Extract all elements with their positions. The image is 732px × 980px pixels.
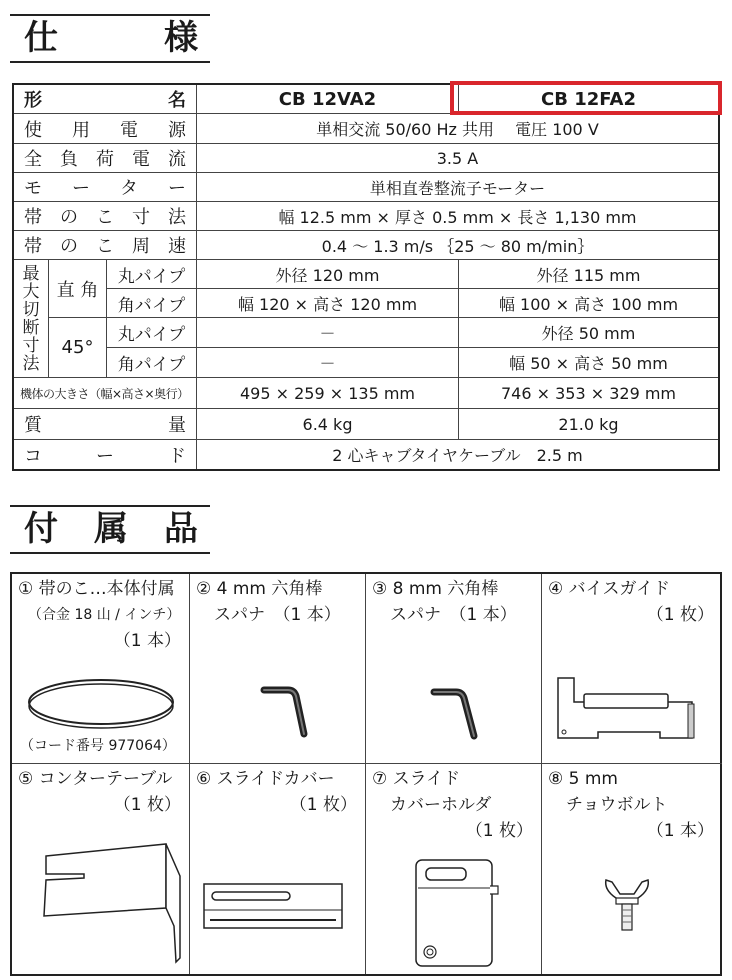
item-detail: スパナ （1 本） <box>390 605 517 625</box>
label-char: の <box>60 236 78 257</box>
deg45-round-value-2: 外径 50 mm <box>459 318 718 348</box>
max-cut-group-label <box>14 260 49 378</box>
weight-value-1: 6.4 kg <box>197 409 459 440</box>
deg45-square-value-1: － <box>197 348 459 378</box>
item-name: ③ 8 mm 六角棒 <box>372 579 499 599</box>
slide-cover-icon <box>202 882 352 932</box>
label-char: 名 <box>168 90 186 111</box>
item-detail: スパナ （1 本） <box>214 605 341 625</box>
label-char: ド <box>168 445 186 467</box>
label-char: 負 <box>60 149 78 170</box>
weight-value-2: 21.0 kg <box>459 409 718 440</box>
hex-wrench-icon <box>260 684 310 744</box>
label-char: 大 <box>22 281 40 302</box>
spec-table <box>12 83 720 471</box>
label-char: 源 <box>168 119 186 141</box>
label-char: 形 <box>24 90 42 111</box>
label-char: 速 <box>168 236 186 257</box>
label-char: 最 <box>22 263 40 284</box>
deg45-round-value-1: － <box>197 318 459 348</box>
round-pipe-label: 丸パイプ <box>107 260 197 289</box>
item-detail: （合金 18 山 / インチ） <box>28 607 181 623</box>
item-name: ⑧ 5 mm <box>548 769 618 789</box>
wing-bolt-icon <box>602 876 652 936</box>
label-char: 質 <box>24 415 42 436</box>
right-round-value-2: 外径 115 mm <box>459 260 718 289</box>
accessory-item-1 <box>12 574 190 764</box>
item-qty: （1 本） <box>113 631 181 651</box>
header-label-model <box>14 85 197 114</box>
accessory-item-7 <box>366 764 542 974</box>
title-char: 品 <box>164 509 198 549</box>
label-char: の <box>60 207 78 228</box>
model-1-header: CB 12VA2 <box>197 85 459 114</box>
item-qty: （1 枚） <box>465 821 533 841</box>
item-name: ⑦ スライド <box>372 769 461 789</box>
label-char: 流 <box>168 149 186 170</box>
label-char: 全 <box>24 149 42 170</box>
item-name: ② 4 mm 六角棒 <box>196 579 323 599</box>
current-value: 3.5 A <box>197 144 718 173</box>
motor-label <box>14 173 197 202</box>
power-label <box>14 114 197 144</box>
dimensions-value-2: 746 × 353 × 329 mm <box>459 378 718 409</box>
weight-label <box>14 409 197 440</box>
square-pipe-label: 角パイプ <box>107 289 197 318</box>
item-qty: （1 枚） <box>113 795 181 815</box>
label-char: ー <box>168 178 186 199</box>
label-char: 電 <box>120 119 138 141</box>
spec-section-title <box>10 14 210 63</box>
contour-table-icon <box>34 842 184 967</box>
vise-guide-icon <box>552 674 712 749</box>
accessory-item-2 <box>190 574 366 764</box>
label-char: 寸 <box>22 335 40 356</box>
right-square-value-1: 幅 120 × 高さ 120 mm <box>197 289 459 318</box>
label-char: 使 <box>24 119 42 141</box>
round-pipe-label: 丸パイプ <box>107 318 197 348</box>
label-char: 量 <box>168 415 186 436</box>
label-char: 用 <box>72 119 90 141</box>
label-char: 帯 <box>24 236 42 257</box>
blade-size-label <box>14 202 197 231</box>
bandsaw-blade-icon <box>26 674 176 734</box>
accessory-item-4 <box>542 574 722 764</box>
accessory-item-6 <box>190 764 366 974</box>
label-char: 切 <box>22 299 40 320</box>
current-label <box>14 144 197 173</box>
cord-value: 2 心キャブタイヤケーブル 2.5 m <box>332 446 583 465</box>
item-qty: （1 本） <box>646 821 714 841</box>
label-char: コ <box>24 445 42 467</box>
item-detail: カバーホルダ <box>390 795 492 815</box>
title-char: 付 <box>24 509 58 549</box>
blade-speed-label <box>14 231 197 260</box>
label-char: 電 <box>132 149 150 170</box>
blade-size-value: 幅 12.5 mm × 厚さ 0.5 mm × 長さ 1,130 mm <box>197 202 718 231</box>
label-char: 法 <box>168 207 186 228</box>
accessory-item-3 <box>366 574 542 764</box>
title-char: 仕 <box>24 18 58 58</box>
item-qty: （1 枚） <box>289 795 357 815</box>
label-char: 法 <box>22 353 40 374</box>
label-char: タ <box>120 178 138 199</box>
label-char: ー <box>72 178 90 199</box>
title-char: 様 <box>164 18 198 58</box>
accessories-section-title <box>10 505 210 554</box>
label-char: 寸 <box>132 207 150 228</box>
hex-wrench-icon <box>430 686 480 746</box>
dimensions-value-1: 495 × 259 × 135 mm <box>197 378 459 409</box>
dimensions-label: 機体の大きさ（幅×高さ×奥行） <box>14 378 197 409</box>
label-char: ー <box>96 445 114 467</box>
model-2-header: CB 12FA2 <box>459 85 718 114</box>
item-name: ⑤ コンターテーブル <box>18 769 173 789</box>
label-char: 周 <box>132 236 150 257</box>
accessories-grid <box>10 572 722 976</box>
item-detail: チョウボルト <box>566 795 668 815</box>
power-value: 単相交流 50/60 Hz 共用 電圧 100 V <box>197 114 718 144</box>
item-code: （コード番号 977064） <box>20 738 176 754</box>
label-char: 荷 <box>96 149 114 170</box>
cover-holder-icon <box>414 858 504 970</box>
item-name: ① 帯のこ…本体付属 <box>18 579 175 599</box>
label-char: こ <box>96 236 114 257</box>
accessory-item-5 <box>12 764 190 974</box>
blade-speed-value: 0.4 ～ 1.3 m/s ｛25 ～ 80 m/min｝ <box>197 231 718 260</box>
label-char: 断 <box>22 317 40 338</box>
motor-value: 単相直巻整流子モーター <box>197 173 718 202</box>
label-char: 帯 <box>24 207 42 228</box>
item-qty: （1 枚） <box>646 605 714 625</box>
deg45-label: 45° <box>49 318 107 378</box>
item-name: ⑥ スライドカバー <box>196 769 335 789</box>
square-pipe-label: 角パイプ <box>107 348 197 378</box>
right-angle-label: 直 角 <box>49 260 107 318</box>
accessory-item-8 <box>542 764 722 974</box>
right-round-value-1: 外径 120 mm <box>197 260 459 289</box>
cord-label <box>14 440 197 469</box>
deg45-square-value-2: 幅 50 × 高さ 50 mm <box>459 348 718 378</box>
label-char: モ <box>24 178 42 199</box>
item-name: ④ バイスガイド <box>548 579 670 599</box>
title-char: 属 <box>94 509 128 549</box>
right-square-value-2: 幅 100 × 高さ 100 mm <box>459 289 718 318</box>
label-char: こ <box>96 207 114 228</box>
